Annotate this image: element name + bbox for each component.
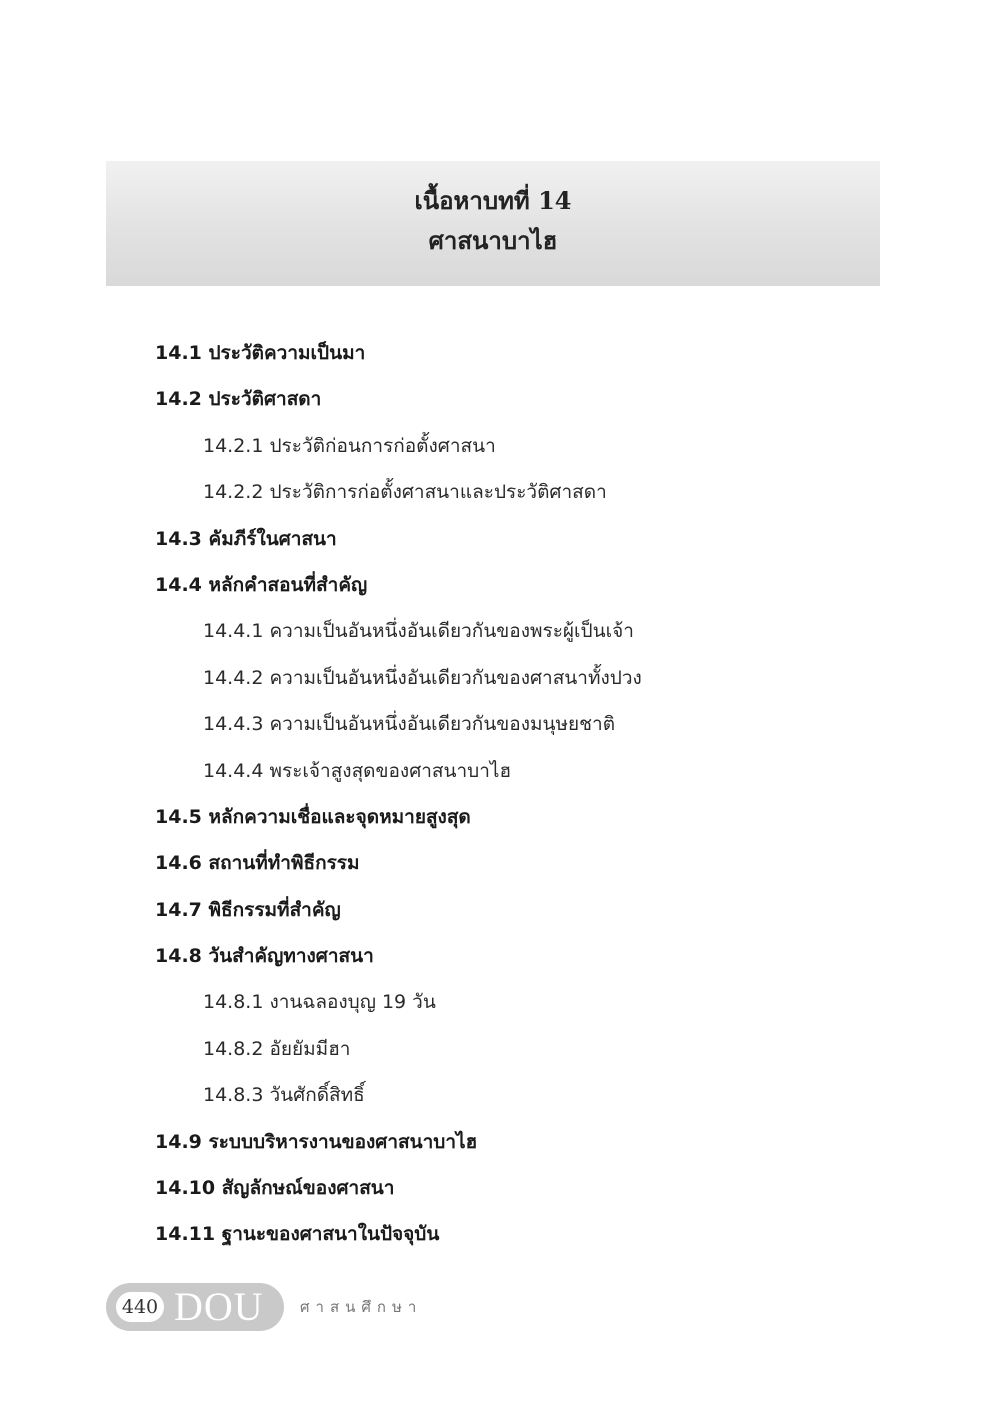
toc-subsection-item: 14.2.2 ประวัติการก่อตั้งศาสนาและประวัติศาสดา [203,481,607,504]
toc-subsection-item: 14.4.2 ความเป็นอันหนึ่งอันเดียวกันของศาสนาทั้งปวง [203,666,642,689]
toc-section-item: 14.2 ประวัติศาสดา [155,388,322,411]
toc-section-item: 14.10 สัญลักษณ์ของศาสนา [155,1177,395,1200]
toc-subsection-item: 14.4.1 ความเป็นอันหนึ่งอันเดียวกันของพระผู้เป็นเจ้า [203,620,634,643]
toc-section-item: 14.3 คัมภีร์ในศาสนา [155,527,337,550]
toc-section-item: 14.11 ฐานะของศาสนาในปัจจุบัน [155,1223,440,1246]
chapter-title: ศาสนาบาไฮ [428,226,558,255]
toc-subsection-item: 14.4.3 ความเป็นอันหนึ่งอันเดียวกันของมนุษยชาติ [203,713,616,736]
chapter-label: เนื้อหาบทที่ 14 [414,186,572,215]
course-name: ศาสนศึกษา [300,1298,423,1316]
toc-section-item: 14.8 วันสำคัญทางศาสนา [155,945,374,968]
toc-section-item: 14.5 หลักความเชื่อและจุดหมายสูงสุด [155,805,471,828]
dou-logo: DOU [174,1284,264,1329]
toc-section-item: 14.1 ประวัติความเป็นมา [155,342,366,364]
table-of-contents [0,336,1000,1264]
toc-subsection-item: 14.2.1 ประวัติก่อนการก่อตั้งศาสนา [203,434,496,457]
toc-subsection-item: 14.8.3 วันศักดิ์สิทธิ์ [203,1084,365,1107]
toc-subsection-item: 14.8.2 อัยยัมมีฮา [203,1037,351,1060]
page-number: 440 [116,1292,164,1322]
chapter-header-banner [106,161,880,286]
toc-section-item: 14.9 ระบบบริหารงานของศาสนาบาไฮ [155,1130,478,1153]
toc-section-item: 14.7 พิธีกรรมที่สำคัญ [155,898,341,921]
toc-subsection-item: 14.4.4 พระเจ้าสูงสุดของศาสนาบาไฮ [203,759,512,782]
dou-badge [106,1283,284,1331]
page-footer [106,1283,706,1333]
toc-subsection-item: 14.8.1 งานฉลองบุญ 19 วัน [203,991,436,1014]
toc-section-item: 14.6 สถานที่ทำพิธีกรรม [155,852,360,875]
toc-section-item: 14.4 หลักคำสอนที่สำคัญ [155,573,368,596]
